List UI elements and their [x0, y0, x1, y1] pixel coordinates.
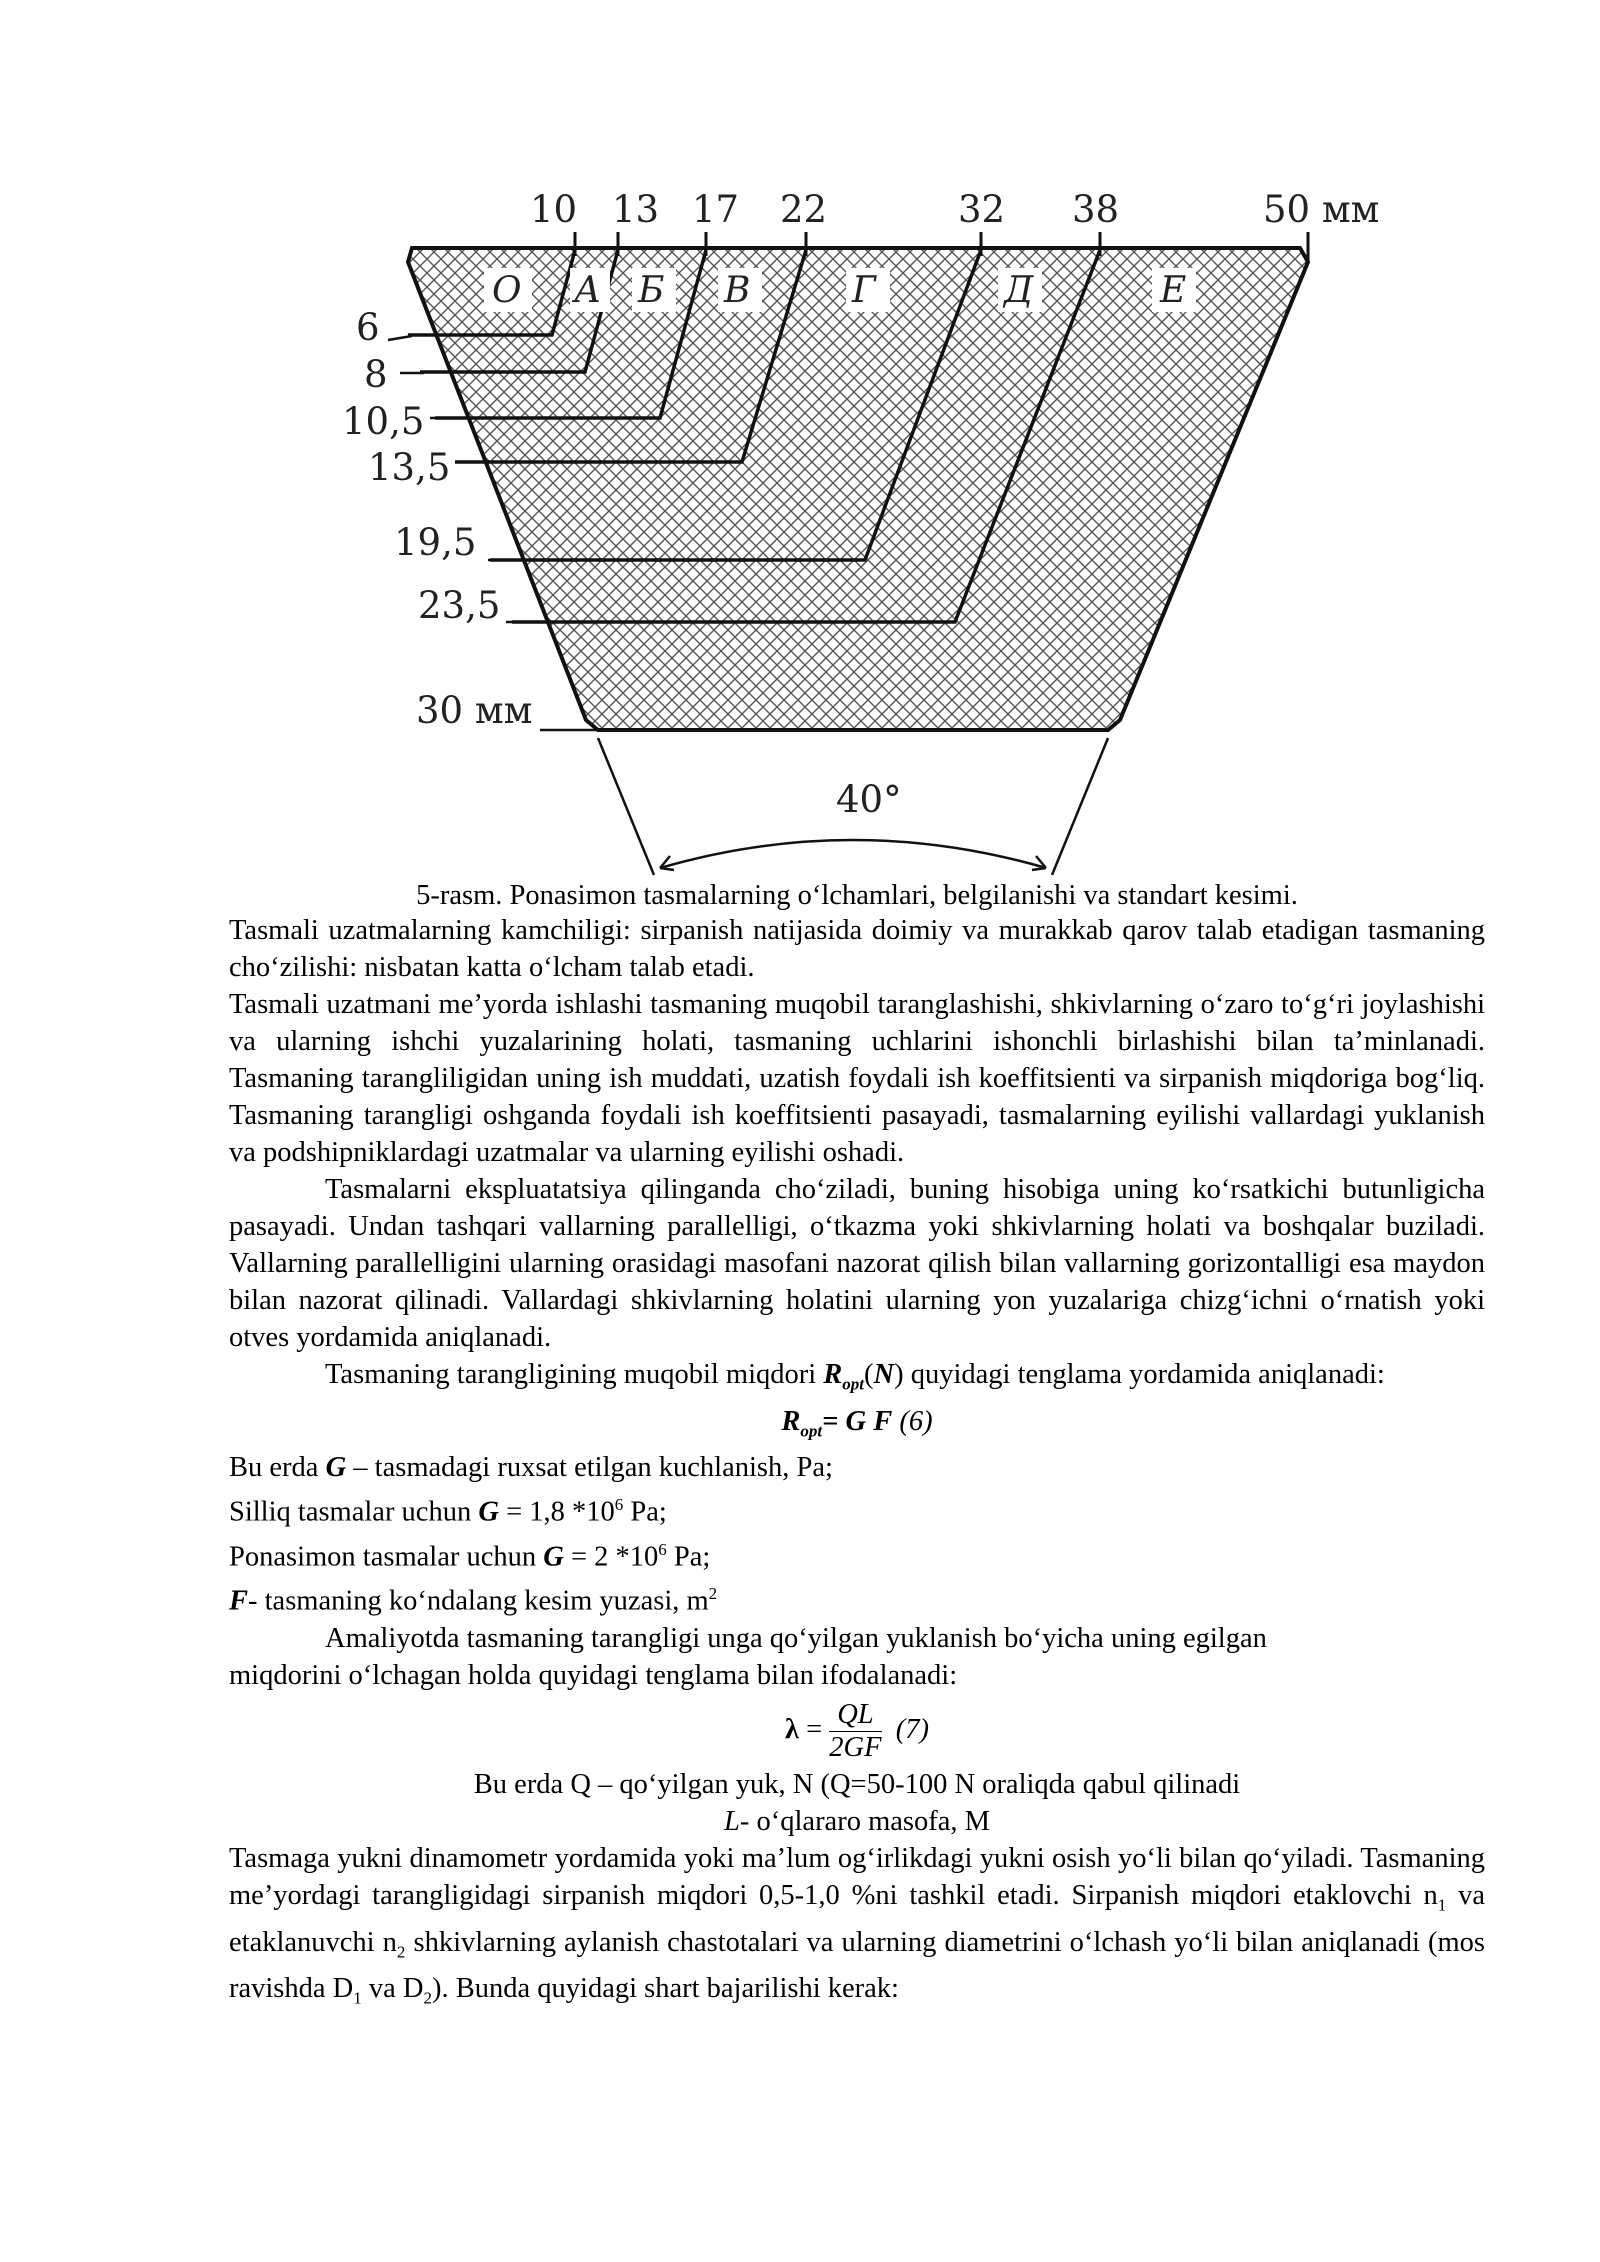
paragraph-slip: Tasmaga yukni dinamometr yordamida yoki ma’lum og‘irlikdagi yukni osish yo‘li bilan qo‘yiladi. Tasmaning me’yordagi tarangligidagi sirpanish miqdori 0,5-1,0 %ni tashkil etadi. Sirpanish miqdori etaklovchi $n_1$ va etaklanuvchi $n_2$ shkivlarning aylanish chastotalari va ularning diametrini o‘lchash yo‘li bilan aniqlanadi (mos ravishda $D_1$ va $D_2$). Bunda quyidagi shart bajarilishi kerak: — [229, 1842, 1485, 2008]
side-label: 6 — [356, 306, 380, 349]
definition-wedge: Ponasimon tasmalar uchun G = 2 $*10^6$ Pa; — [229, 1539, 711, 1573]
paragraph-practice-line2: miqdorini o‘lchagan holda quyidagi tenglama bilan ifodalanadi: — [229, 1659, 958, 1691]
definition-G: Bu erda G – tasmadagi ruxsat etilgan kuchlanish, Pa; — [229, 1452, 833, 1484]
formula-6: $R_{opt}= G$ F (6) — [781, 1405, 933, 1441]
section-letter: В — [724, 270, 751, 311]
side-label: 23,5 — [418, 584, 501, 627]
side-label: 19,5 — [394, 521, 477, 564]
section-letter: А — [574, 270, 602, 311]
section-letter: Д — [1004, 270, 1034, 311]
paragraph-optimal-tension: Tasmaning tarangligining muqobil miqdori $R_{opt}(N)$ quyidagi tenglama yordamida aniqlanadi: — [325, 1359, 1385, 1394]
top-label: 22 — [780, 188, 828, 231]
side-label: 10,5 — [342, 400, 425, 443]
definition-F: F- tasmaning ko‘ndalang kesim yuzasi, $m^2$ — [229, 1584, 718, 1617]
paragraph-practice-line1: Amaliyotda tasmaning tarangligi unga qo‘yilgan yuklanish bo‘yicha uning egilgan — [325, 1622, 1267, 1654]
definition-L: L- o‘qlararo masofa, M — [724, 1805, 990, 1837]
top-label: 17 — [692, 188, 740, 231]
side-label: 30 мм — [416, 689, 533, 732]
formula-7: λ = $\frac{QL}{2GF}$ (7) — [784, 1698, 930, 1763]
top-label: 13 — [612, 188, 660, 231]
top-label: 38 — [1072, 188, 1120, 231]
paragraph-normal-operation: Tasmali uzatmani me’yorda ishlashi tasmaning muqobil taranglashishi, shkivlarning o‘zaro to‘g‘ri joylashishi va ularning ishchi yuzalarining holati, tasmaning uchlarini ishonchli birlashishi bilan ta’minlanadi. Tasmaning taranglilig‌idan uning ish muddati, uzatish foydali ish koeffitsienti va sirpanish miqdoriga bog‘liq. Tasmaning tarangligi oshganda foydali ish koeffitsienti pasayadi, tasmalarning eyilishi vallardagi yuklanish va podshipniklardagi uzatmalar va ularning eyilishi oshadi. — [229, 989, 1485, 1168]
definition-smooth: Silliq tasmalar uchun G = 1,8 $*10^6$ Pa; — [229, 1495, 667, 1528]
top-label: 32 — [958, 188, 1006, 231]
angle-label: 40° — [836, 778, 902, 821]
belt-trapezoid — [408, 248, 1308, 730]
v-belt-section-figure — [0, 0, 1600, 900]
side-label: 8 — [364, 353, 388, 396]
section-letter: Б — [638, 270, 665, 311]
section-letter: Г — [852, 270, 876, 311]
paragraph-exploitation: Tasmalarni ekspluatatsiya qilinganda cho‘ziladi, buning hisobiga uning ko‘rsatkichi butunligicha pasayadi. Undan tashqari vallarning parallelligi, o‘tkazma yoki shkivlarning holati va boshqalar buziladi. Vallarning parallelligini ularning orasidagi masofani nazorat qilish bilan vallarning gorizontalligi esa maydon bilan nazorat qilinadi. Vallardagi shkivlarning holatini ularning yon yuzalariga chizg‘ichni o‘rnatish yoki otves yordamida aniqlanadi. — [229, 1174, 1485, 1353]
paragraph-drawbacks: Tasmali uzatmalarning kamchiligi: sirpanish natijasida doimiy va murakkab qarov talab etadigan tasmaning cho‘zilishi: nisbatan katta o‘lcham talab etadi. — [229, 915, 1485, 983]
section-letter: О — [492, 270, 522, 311]
figure-caption: 5-rasm. Ponasimon tasmalarning o‘lchamlari, belgilanishi va standart kesimi. — [416, 880, 1298, 911]
section-letter: Е — [1160, 270, 1187, 311]
top-label: 10 — [530, 188, 578, 231]
side-label: 13,5 — [368, 446, 451, 489]
top-label: 50 мм — [1263, 188, 1380, 231]
body-text — [229, 912, 1485, 2017]
definition-Q: Bu erda Q – qo‘yilgan yuk, N (Q=50-100 N oraliqda qabul qilinadi — [473, 1768, 1241, 1800]
